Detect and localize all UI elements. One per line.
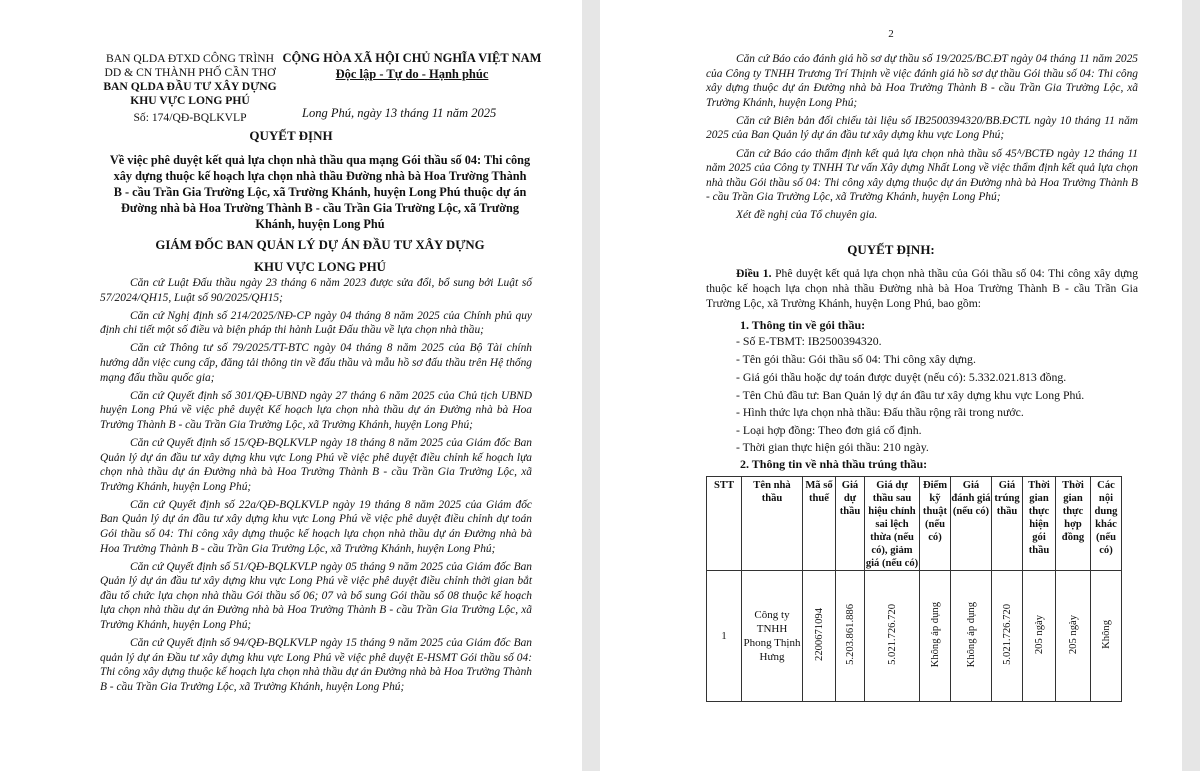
legal-basis-paragraphs [100, 276, 532, 698]
package-info-item: - Số E-TBMT: IB2500394320. [736, 334, 882, 348]
paragraph: Căn cứ Quyết định số 51/QĐ-BQLKVLP ngày 05 tháng 9 năm 2025 của Giám đốc Ban Quản lý dự án đầu tư xây dựng khu vực Long Phú về việc phê duyệt điều chỉnh thời gian bắt đầu tổ chức lựa chọn nhà thầu Gói thầu số 06; 07 và bổ sung Gói thầu số 08 thuộc kế hoạch lựa chọn nhà thầu dự án Đường nhà bà Hoa Trường Thành B - cầu Trần Gia Trường Lộc, xã Trường Khánh, huyện Long Phú; [100, 560, 532, 632]
article-1-body: Phê duyệt kết quả lựa chọn nhà thầu của Gói thầu số 04: Thi công xây dựng thuộc kế hoạch lựa chọn nhà thầu Đường nhà bà Hoa Trường Thành B - cầu Trần Gia Trường Lộc, xã Trường Khánh, huyện Long Phú, bao gồm: [706, 267, 1138, 310]
director-heading [108, 234, 532, 278]
col-header-package-time: Thời gian thực hiện gói thầu [1023, 477, 1056, 571]
document-page-2 [600, 0, 1182, 771]
cell-win-price [992, 571, 1023, 702]
issuing-agency-block [100, 52, 280, 125]
decision-subject: Về việc phê duyệt kết quả lựa chọn nhà thầu qua mạng Gói thầu số 04: Thi công xây dựng thuộc kế hoạch lựa chọn nhà thầu Đường nhà bà Hoa Trường Thành B - cầu Trần Gia Trường Lộc, xã Trường Khánh, huyện Long Phú thuộc dự án Đường nhà bà Hoa Trường Thành B - cầu Trần Gia Trường Lộc, xã Trường Khánh, huyện Long Phú [109, 153, 531, 231]
col-header-tech-score: Điểm kỹ thuật (nếu có) [920, 477, 951, 571]
paragraph: Căn cứ Thông tư số 79/2025/TT-BTC ngày 04 tháng 8 năm 2025 của Bộ Tài chính hướng dẫn việc cung cấp, đăng tải thông tin về đấu thầu và mẫu hồ sơ đấu thầu trên Hệ thống mạng đấu thầu quốc gia; [100, 342, 532, 384]
document-number: Số: 174/QĐ-BQLKVLP [133, 111, 247, 124]
tax-code-value: 2200671094 [813, 608, 825, 661]
paragraph: Căn cứ Báo cáo đánh giá hồ sơ dự thầu số 19/2025/BC.ĐT ngày 04 tháng 11 năm 2025 của Công ty TNHH Trương Trí Thịnh về việc đánh giá hồ sơ dự thầu Gói thầu số 04: Thi công xây dựng thuộc dự án Đường nhà bà Hoa Trường Thành B - cầu Trần Gia Trường Lộc, xã Trường Khánh, huyện Long Phú; [706, 53, 1138, 109]
col-header-adjusted-price: Giá dự thầu sau hiệu chỉnh sai lệch thừa (nếu có), giảm giá (nếu có) [865, 477, 920, 571]
cell-contract-time [1056, 571, 1091, 702]
package-info-item: - Tên Chủ đầu tư: Ban Quản lý dự án đầu tư xây dựng khu vực Long Phú. [736, 388, 1085, 402]
director-line: KHU VỰC LONG PHÚ [254, 260, 386, 274]
tech-score-value: Không áp dụng [929, 601, 941, 668]
other-value: Không [1100, 620, 1112, 649]
package-info-item: - Thời gian thực hiện gói thầu: 210 ngày. [736, 440, 929, 454]
cell-adjusted-price [865, 571, 920, 702]
agency-line: KHU VỰC LONG PHÚ [130, 94, 250, 107]
cell-bid-price [836, 571, 865, 702]
cell-package-time [1023, 571, 1056, 702]
national-header [282, 50, 542, 82]
bid-price-value: 5.203.861.886 [844, 604, 856, 665]
director-line: GIÁM ĐỐC BAN QUẢN LÝ DỰ ÁN ĐẦU TƯ XÂY DỰNG [155, 238, 485, 252]
col-header-eval-price: Giá đánh giá (nếu có) [951, 477, 992, 571]
package-info-item: - Giá gói thầu hoặc dự toán được duyệt (nếu có): 5.332.021.813 đồng. [736, 370, 1067, 384]
winning-contractor-table [706, 476, 1122, 702]
article-1 [706, 266, 1138, 311]
paragraph: Căn cứ Báo cáo thẩm định kết quả lựa chọn nhà thầu số 45ᴬ/BCTĐ ngày 12 tháng 11 năm 2025 của Công ty TNHH Tư vấn Xây dựng Nhất Long về việc thẩm định kết quả lựa chọn nhà thầu Gói thầu số 04: Thi công xây dựng thuộc dự án Đường nhà bà Hoa Trường Thành B - cầu Trần Gia Trường Lộc, xã Trường Khánh, huyện Long Phú; [706, 147, 1138, 204]
section-2-title: 2. Thông tin về nhà thầu trúng thầu: [740, 457, 928, 471]
adjusted-price-value: 5.021.726.720 [886, 604, 898, 665]
cell-eval-price [951, 571, 992, 702]
agency-line: DD & CN THÀNH PHỐ CẦN THƠ [104, 66, 276, 79]
article-1-text [706, 266, 1138, 311]
package-info-item: - Tên gói thầu: Gói thầu số 04: Thi công xây dựng. [736, 352, 976, 366]
paragraph: Căn cứ Biên bản đối chiếu tài liệu số IB2500394320/BB.ĐCTL ngày 10 tháng 11 năm 2025 của Ban Quản lý dự án đầu tư xây dựng khu vực Long Phú; [706, 114, 1138, 142]
package-info-item: - Hình thức lựa chọn nhà thầu: Đấu thầu rộng rãi trong nước. [736, 405, 1024, 419]
eval-price-value: Không áp dụng [965, 601, 977, 668]
table-header-row [707, 477, 1122, 571]
cell-contractor: Công ty TNHH Phong Thịnh Hưng [742, 571, 803, 702]
paragraph: Xét đề nghị của Tổ chuyên gia. [736, 209, 878, 222]
col-header-stt: STT [707, 477, 742, 571]
national-motto: Độc lập - Tự do - Hạnh phúc [335, 67, 489, 81]
cell-tech-score [920, 571, 951, 702]
section-1-title: 1. Thông tin về gói thầu: [740, 318, 866, 332]
package-time-value: 205 ngày [1033, 614, 1045, 655]
table-row [707, 571, 1122, 702]
document-date: Long Phú, ngày 13 tháng 11 năm 2025 [302, 106, 497, 120]
paragraph: Căn cứ Quyết định số 94/QĐ-BQLKVLP ngày 15 tháng 9 năm 2025 của Giám đốc Ban quản lý dự án Đầu tư xây dựng khu vực Long Phú về việc phê duyệt E-HSMT Gói thầu số 04: Thi công xây dựng thuộc kế hoạch lựa chọn nhà thầu dự án Đường nhà bà Hoa Trường Thành B - cầu Trần Gia Trường Lộc, xã Trường Khánh, huyện Long Phú; [100, 637, 532, 693]
nation-name: CỘNG HÒA XÃ HỘI CHỦ NGHĨA VIỆT NAM [282, 51, 542, 65]
paragraph: Căn cứ Luật Đấu thầu ngày 23 tháng 6 năm 2023 được sửa đổi, bổ sung bởi Luật số 57/2024/QH15, Luật số 90/2025/QH15; [100, 277, 532, 304]
agency-line: BAN QLDA ĐẦU TƯ XÂY DỰNG [103, 80, 277, 93]
col-header-other: Các nội dung khác (nếu có) [1091, 477, 1122, 571]
col-header-tax-code: Mã số thuế [803, 477, 836, 571]
cell-tax-code [803, 571, 836, 702]
paragraph: Căn cứ Quyết định số 15/QĐ-BQLKVLP ngày 18 tháng 8 năm 2025 của Giám đốc Ban Quản lý dự án đầu tư xây dựng khu vực Long Phú về việc phê duyệt điều chỉnh kế hoạch lựa chọn nhà thầu dự án Đường nhà bà Hoa Trường Thành B - cầu Trần Gia Trường Lộc, xã Trường Khánh, huyện Long Phú; [100, 436, 532, 493]
document-page-1 [0, 0, 582, 771]
paragraph: Căn cứ Quyết định số 301/QĐ-UBND ngày 27 tháng 6 năm 2025 của Chủ tịch UBND huyện Long Phú về việc phê duyệt Kế hoạch lựa chọn nhà thầu dự án Đường nhà bà Hoa Trường Thành B - cầu Trần Gia Trường Lộc, xã Trường Khánh, huyện Long Phú; [100, 389, 532, 431]
paragraph: Căn cứ Nghị định số 214/2025/NĐ-CP ngày 04 tháng 8 năm 2025 của Chính phủ quy định chi tiết một số điều và biện pháp thi hành Luật Đấu thầu về lựa chọn nhà thầu; [100, 309, 532, 337]
col-header-contract-time: Thời gian thực hợp đồng [1056, 477, 1091, 571]
decision-title: QUYẾT ĐỊNH [249, 128, 333, 143]
paragraph: Căn cứ Quyết định số 22a/QĐ-BQLKVLP ngày 19 tháng 8 năm 2025 của Giám đốc Ban Quản lý dự án đầu tư xây dựng khu vực Long Phú về việc phê duyệt điều chỉnh dự toán Gói thầu số 04: Thi công xây dựng thuộc kế hoạch lựa chọn nhà thầu dự án Đường nhà bà Hoa Trường Thành B - cầu Trần Gia Trường Lộc, xã Trường Khánh, huyện Long Phú; [100, 498, 532, 555]
col-header-win-price: Giá trúng thầu [992, 477, 1023, 571]
article-1-label: Điều 1. [736, 267, 772, 280]
page-number: 2 [888, 28, 894, 40]
col-header-bid-price: Giá dự thầu [836, 477, 865, 571]
legal-basis-paragraphs [706, 52, 1138, 227]
cell-other [1091, 571, 1122, 702]
contract-time-value: 205 ngày [1067, 614, 1079, 655]
win-price-value: 5.021.726.720 [1001, 604, 1013, 665]
package-info-item: - Loại hợp đồng: Theo đơn giá cố định. [736, 423, 922, 437]
agency-line: BAN QLDA ĐTXD CÔNG TRÌNH [106, 52, 274, 65]
col-header-contractor: Tên nhà thầu [742, 477, 803, 571]
decision-heading: QUYẾT ĐỊNH: [847, 242, 935, 257]
cell-stt: 1 [707, 571, 742, 702]
